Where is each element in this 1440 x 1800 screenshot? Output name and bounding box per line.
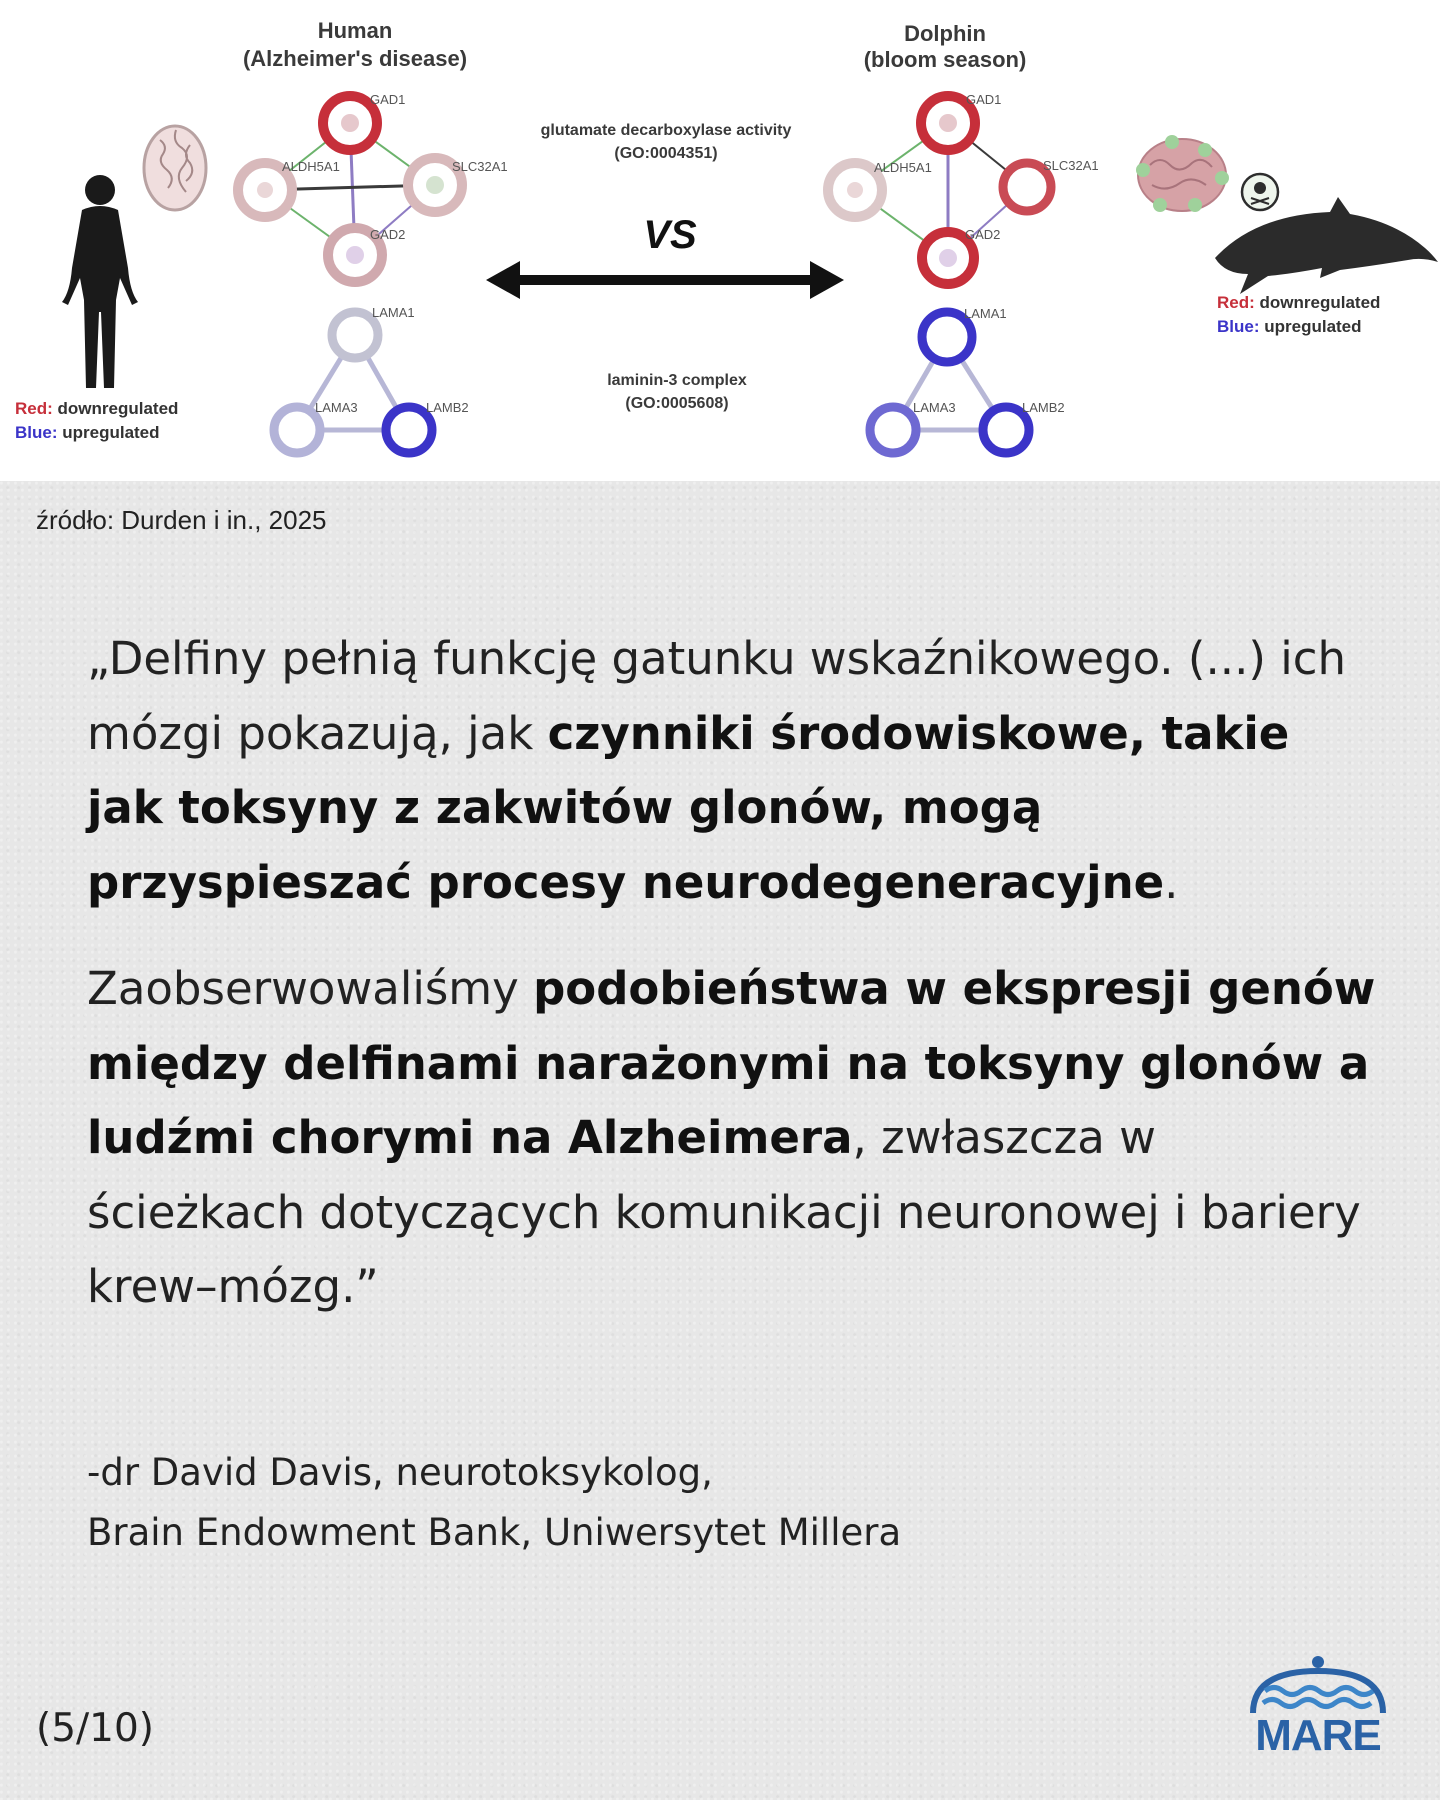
quote-p2-text: Zaobserwowaliśmy: [87, 962, 534, 1015]
page-number: (5/10): [36, 1706, 155, 1751]
legend-red-text: downregulated: [1259, 293, 1381, 312]
quote-block: [87, 622, 1377, 1325]
human-lama3-node: [274, 407, 320, 453]
go-term-1-id: (GO:0004351): [614, 145, 718, 162]
svg-text:Blue: upregulated: [1217, 317, 1362, 336]
dolphin-slc32a1-label: SLC32A1: [1043, 158, 1099, 173]
dolphin-lama3-node: [870, 407, 916, 453]
human-gad1-label: GAD1: [370, 92, 406, 107]
svg-text:Blue: upregulated: [15, 423, 160, 442]
quote-paragraph-2: [87, 952, 1377, 1325]
human-silhouette-icon: [62, 175, 138, 388]
dolphin-gad-network: [828, 92, 1099, 284]
go-term-2-id: (GO:0005608): [625, 395, 729, 412]
legend-right: [1217, 293, 1380, 336]
legend-red-key: Red:: [1217, 293, 1255, 312]
human-subtitle: (Alzheimer's disease): [242, 46, 468, 71]
quote-paragraph-1: [87, 622, 1377, 920]
legend-blue-text: upregulated: [1264, 317, 1362, 336]
human-aldh5a1-label: ALDH5A1: [282, 159, 340, 174]
human-gad-network: [238, 92, 508, 282]
legend-blue-text: upregulated: [62, 423, 160, 442]
dolphin-lamb2-label: LAMB2: [1022, 400, 1065, 415]
dolphin-icon: [1215, 197, 1438, 294]
legend-red-text: downregulated: [57, 399, 179, 418]
mare-logo: [1243, 1655, 1393, 1760]
toxin-icon: [1242, 174, 1278, 210]
human-lamb2-label: LAMB2: [426, 400, 469, 415]
source-caption: źródło: Durden i in., 2025: [36, 505, 327, 535]
mare-logo-icon: [1243, 1655, 1393, 1715]
quote-p1-bold: czynniki środowiskowe, takie jak toksyny z zakwitów glonów, mogą przyspieszać procesy neurodegeneracyjne: [87, 706, 1290, 909]
legend-left: [15, 399, 178, 442]
double-arrow-icon: [486, 261, 844, 299]
mare-logo-text: MARE: [1255, 1711, 1381, 1760]
dolphin-lama3-label: LAMA3: [913, 400, 956, 415]
dolphin-brain-icon: [1136, 135, 1229, 212]
human-gad2-label: GAD2: [370, 227, 406, 242]
dolphin-subtitle: (bloom season): [863, 47, 1027, 72]
quote-p1-end: .: [1164, 855, 1179, 909]
legend-red-key: Red:: [15, 399, 53, 418]
human-lama3-label: LAMA3: [315, 400, 358, 415]
dolphin-laminin-network: [870, 306, 1065, 453]
gene-expression-figure: [0, 0, 1440, 481]
go-term-2-label: laminin-3 complex: [607, 372, 747, 389]
quote-p2-bold: podobieństwa w ekspresji genów między delfinami narażonymi na toksyny glonów a ludźmi chorymi na Alzheimera: [87, 962, 1376, 1164]
go-term-1-label: glutamate decarboxylase activity: [540, 122, 792, 139]
human-lama1-label: LAMA1: [372, 305, 415, 320]
vs-label: VS: [643, 213, 697, 257]
dolphin-title: Dolphin: [904, 21, 986, 46]
quote-attribution: [87, 1443, 901, 1563]
human-brain-icon: [144, 126, 206, 210]
attribution-line-1: -dr David Davis, neurotoksykolog,: [87, 1451, 713, 1494]
dolphin-lama1-label: LAMA1: [964, 306, 1007, 321]
legend-blue-key: Blue:: [15, 423, 58, 442]
dolphin-aldh5a1-label: ALDH5A1: [874, 160, 932, 175]
quote-p1-text: „Delfiny pełnią funkcję gatunku wskaźnikowego. (...) ich mózgi pokazują, jak: [87, 632, 1347, 760]
dolphin-gad1-label: GAD1: [966, 92, 1002, 107]
svg-text:Red: downregulated: [1217, 293, 1380, 312]
human-slc32a1-label: SLC32A1: [452, 159, 508, 174]
legend-blue-key: Blue:: [1217, 317, 1260, 336]
attribution-line-2: Brain Endowment Bank, Uniwersytet Millera: [87, 1511, 902, 1554]
human-laminin-network: [274, 305, 469, 453]
quote-p2-end: , zwłaszcza w ścieżkach dotyczących komunikacji neuronowej i bariery krew–mózg.”: [87, 1111, 1361, 1313]
svg-text:Red: downregulated: [15, 399, 178, 418]
human-title: Human: [317, 18, 393, 43]
dolphin-gad2-label: GAD2: [965, 227, 1001, 242]
